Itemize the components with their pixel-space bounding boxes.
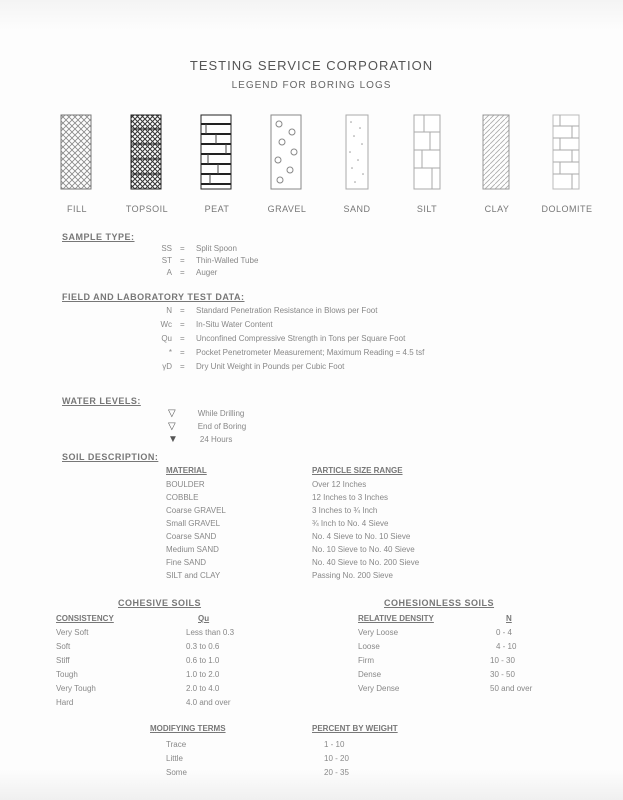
test-data-heading: FIELD AND LABORATORY TEST DATA: <box>62 292 245 302</box>
size-cell: 3 Inches to ¾ Inch <box>312 506 378 515</box>
legend-label: DOLOMITE <box>541 204 593 214</box>
size-cell: No. 4 Sieve to No. 10 Sieve <box>312 532 411 541</box>
material-cell: SILT and CLAY <box>166 571 221 580</box>
document-subtitle: LEGEND FOR BORING LOGS <box>231 80 392 91</box>
silt-pattern-icon <box>410 114 444 192</box>
legend-gravel <box>262 110 312 220</box>
n-cell: 10 - 30 <box>490 656 515 665</box>
legend-label: SAND <box>343 204 371 214</box>
legend-label: TOPSOIL <box>125 204 169 214</box>
n-cell: 4 - 10 <box>496 642 517 651</box>
soil-legend <box>52 110 593 220</box>
cohesionless-soils-title: COHESIONLESS SOILS <box>384 598 495 608</box>
qu-cell: 0.3 to 0.6 <box>186 642 220 651</box>
material-cell: BOULDER <box>166 480 205 489</box>
topsoil-pattern-icon <box>130 114 164 192</box>
qu-cell: 2.0 to 4.0 <box>186 684 220 693</box>
legend-label: PEAT <box>204 204 230 214</box>
size-cell: ¾ Inch to No. 4 Sieve <box>312 519 389 528</box>
n-cell: 30 - 50 <box>490 670 515 679</box>
water-level-row: ▽ End of Boring <box>168 421 247 432</box>
qu-cell: 1.0 to 2.0 <box>186 670 220 679</box>
legend-silt <box>402 110 452 220</box>
density-cell: Firm <box>358 656 374 665</box>
sample-type-row: ST = Thin-Walled Tube <box>161 256 259 265</box>
material-header: MATERIAL <box>166 466 207 475</box>
sample-type-heading: SAMPLE TYPE: <box>62 232 135 242</box>
open-triangle-icon: ▽ <box>168 421 176 432</box>
n-cell: 50 and over <box>490 684 533 693</box>
modifier-cell: Little <box>166 754 183 763</box>
percent-cell: 10 - 20 <box>324 754 349 763</box>
consistency-cell: Very Soft <box>56 628 89 637</box>
consistency-header: CONSISTENCY <box>56 614 114 623</box>
percent-by-weight-header: PERCENT BY WEIGHT <box>312 724 398 733</box>
qu-cell: 0.6 to 1.0 <box>186 656 220 665</box>
n-cell: 0 - 4 <box>496 628 513 637</box>
filled-triangle-icon: ▼ <box>168 434 178 445</box>
consistency-cell: Hard <box>56 698 74 707</box>
gravel-pattern-icon <box>270 114 304 192</box>
clay-pattern-icon <box>480 114 514 192</box>
water-level-row: ▽ While Drilling <box>168 408 245 419</box>
legend-label: SILT <box>416 204 438 214</box>
test-data-row: γD = Dry Unit Weight in Pounds per Cubic Foot <box>162 362 345 371</box>
size-cell: Passing No. 200 Sieve <box>312 571 393 580</box>
density-cell: Very Dense <box>358 684 400 693</box>
legend-label: CLAY <box>484 204 510 214</box>
peat-pattern-icon <box>200 114 234 192</box>
fill-pattern-icon <box>60 114 94 192</box>
test-data-row: Qu = Unconfined Compressive Strength in Tons per Square Foot <box>161 334 406 343</box>
percent-cell: 20 - 35 <box>324 768 349 777</box>
test-data-row: * = Pocket Penetrometer Measurement; Maximum Reading = 4.5 tsf <box>168 348 425 357</box>
material-cell: Fine SAND <box>166 558 207 567</box>
test-data-row: N = Standard Penetration Resistance in Blows per Foot <box>166 306 378 315</box>
open-triangle-icon: ▽ <box>168 408 176 419</box>
consistency-cell: Very Tough <box>56 684 96 693</box>
material-cell: Coarse SAND <box>166 532 217 541</box>
density-cell: Loose <box>358 642 380 651</box>
legend-clay <box>472 110 522 220</box>
qu-header: Qu <box>198 614 210 623</box>
legend-label: FILL <box>66 204 87 214</box>
consistency-cell: Soft <box>56 642 71 651</box>
sample-type-row: SS = Split Spoon <box>161 244 237 253</box>
density-cell: Dense <box>358 670 382 679</box>
n-header: N <box>506 614 512 623</box>
water-levels-heading: WATER LEVELS: <box>62 396 141 406</box>
modifying-terms-header: MODIFYING TERMS <box>150 724 226 733</box>
legend-peat <box>192 110 242 220</box>
consistency-cell: Tough <box>56 670 78 679</box>
sample-type-row: A = Auger <box>166 268 218 277</box>
legend-dolomite <box>542 110 592 220</box>
cohesive-soils-title: COHESIVE SOILS <box>118 598 202 608</box>
size-cell: No. 40 Sieve to No. 200 Sieve <box>312 558 420 567</box>
size-cell: 12 Inches to 3 Inches <box>312 493 389 502</box>
water-level-row: ▼ 24 Hours <box>168 434 233 445</box>
legend-sand <box>332 110 382 220</box>
material-cell: Medium SAND <box>166 545 219 554</box>
document-title: TESTING SERVICE CORPORATION <box>189 58 434 73</box>
qu-cell: 4.0 and over <box>186 698 231 707</box>
qu-cell: Less than 0.3 <box>186 628 235 637</box>
test-data-row: Wc = In-Situ Water Content <box>160 320 273 329</box>
sand-pattern-icon <box>340 114 374 192</box>
relative-density-header: RELATIVE DENSITY <box>358 614 434 623</box>
modifier-cell: Some <box>166 768 187 777</box>
consistency-cell: Stiff <box>56 656 70 665</box>
modifier-cell: Trace <box>166 740 187 749</box>
dolomite-pattern-icon <box>550 114 584 192</box>
size-cell: Over 12 Inches <box>312 480 367 489</box>
particle-size-header: PARTICLE SIZE RANGE <box>312 466 403 475</box>
legend-fill <box>52 110 102 220</box>
percent-cell: 1 - 10 <box>324 740 345 749</box>
material-cell: COBBLE <box>166 493 199 502</box>
legend-label: GRAVEL <box>267 204 307 214</box>
material-cell: Small GRAVEL <box>166 519 221 528</box>
size-cell: No. 10 Sieve to No. 40 Sieve <box>312 545 415 554</box>
density-cell: Very Loose <box>358 628 399 637</box>
legend-topsoil <box>122 110 172 220</box>
material-cell: Coarse GRAVEL <box>166 506 226 515</box>
soil-description-heading: SOIL DESCRIPTION: <box>62 452 159 462</box>
